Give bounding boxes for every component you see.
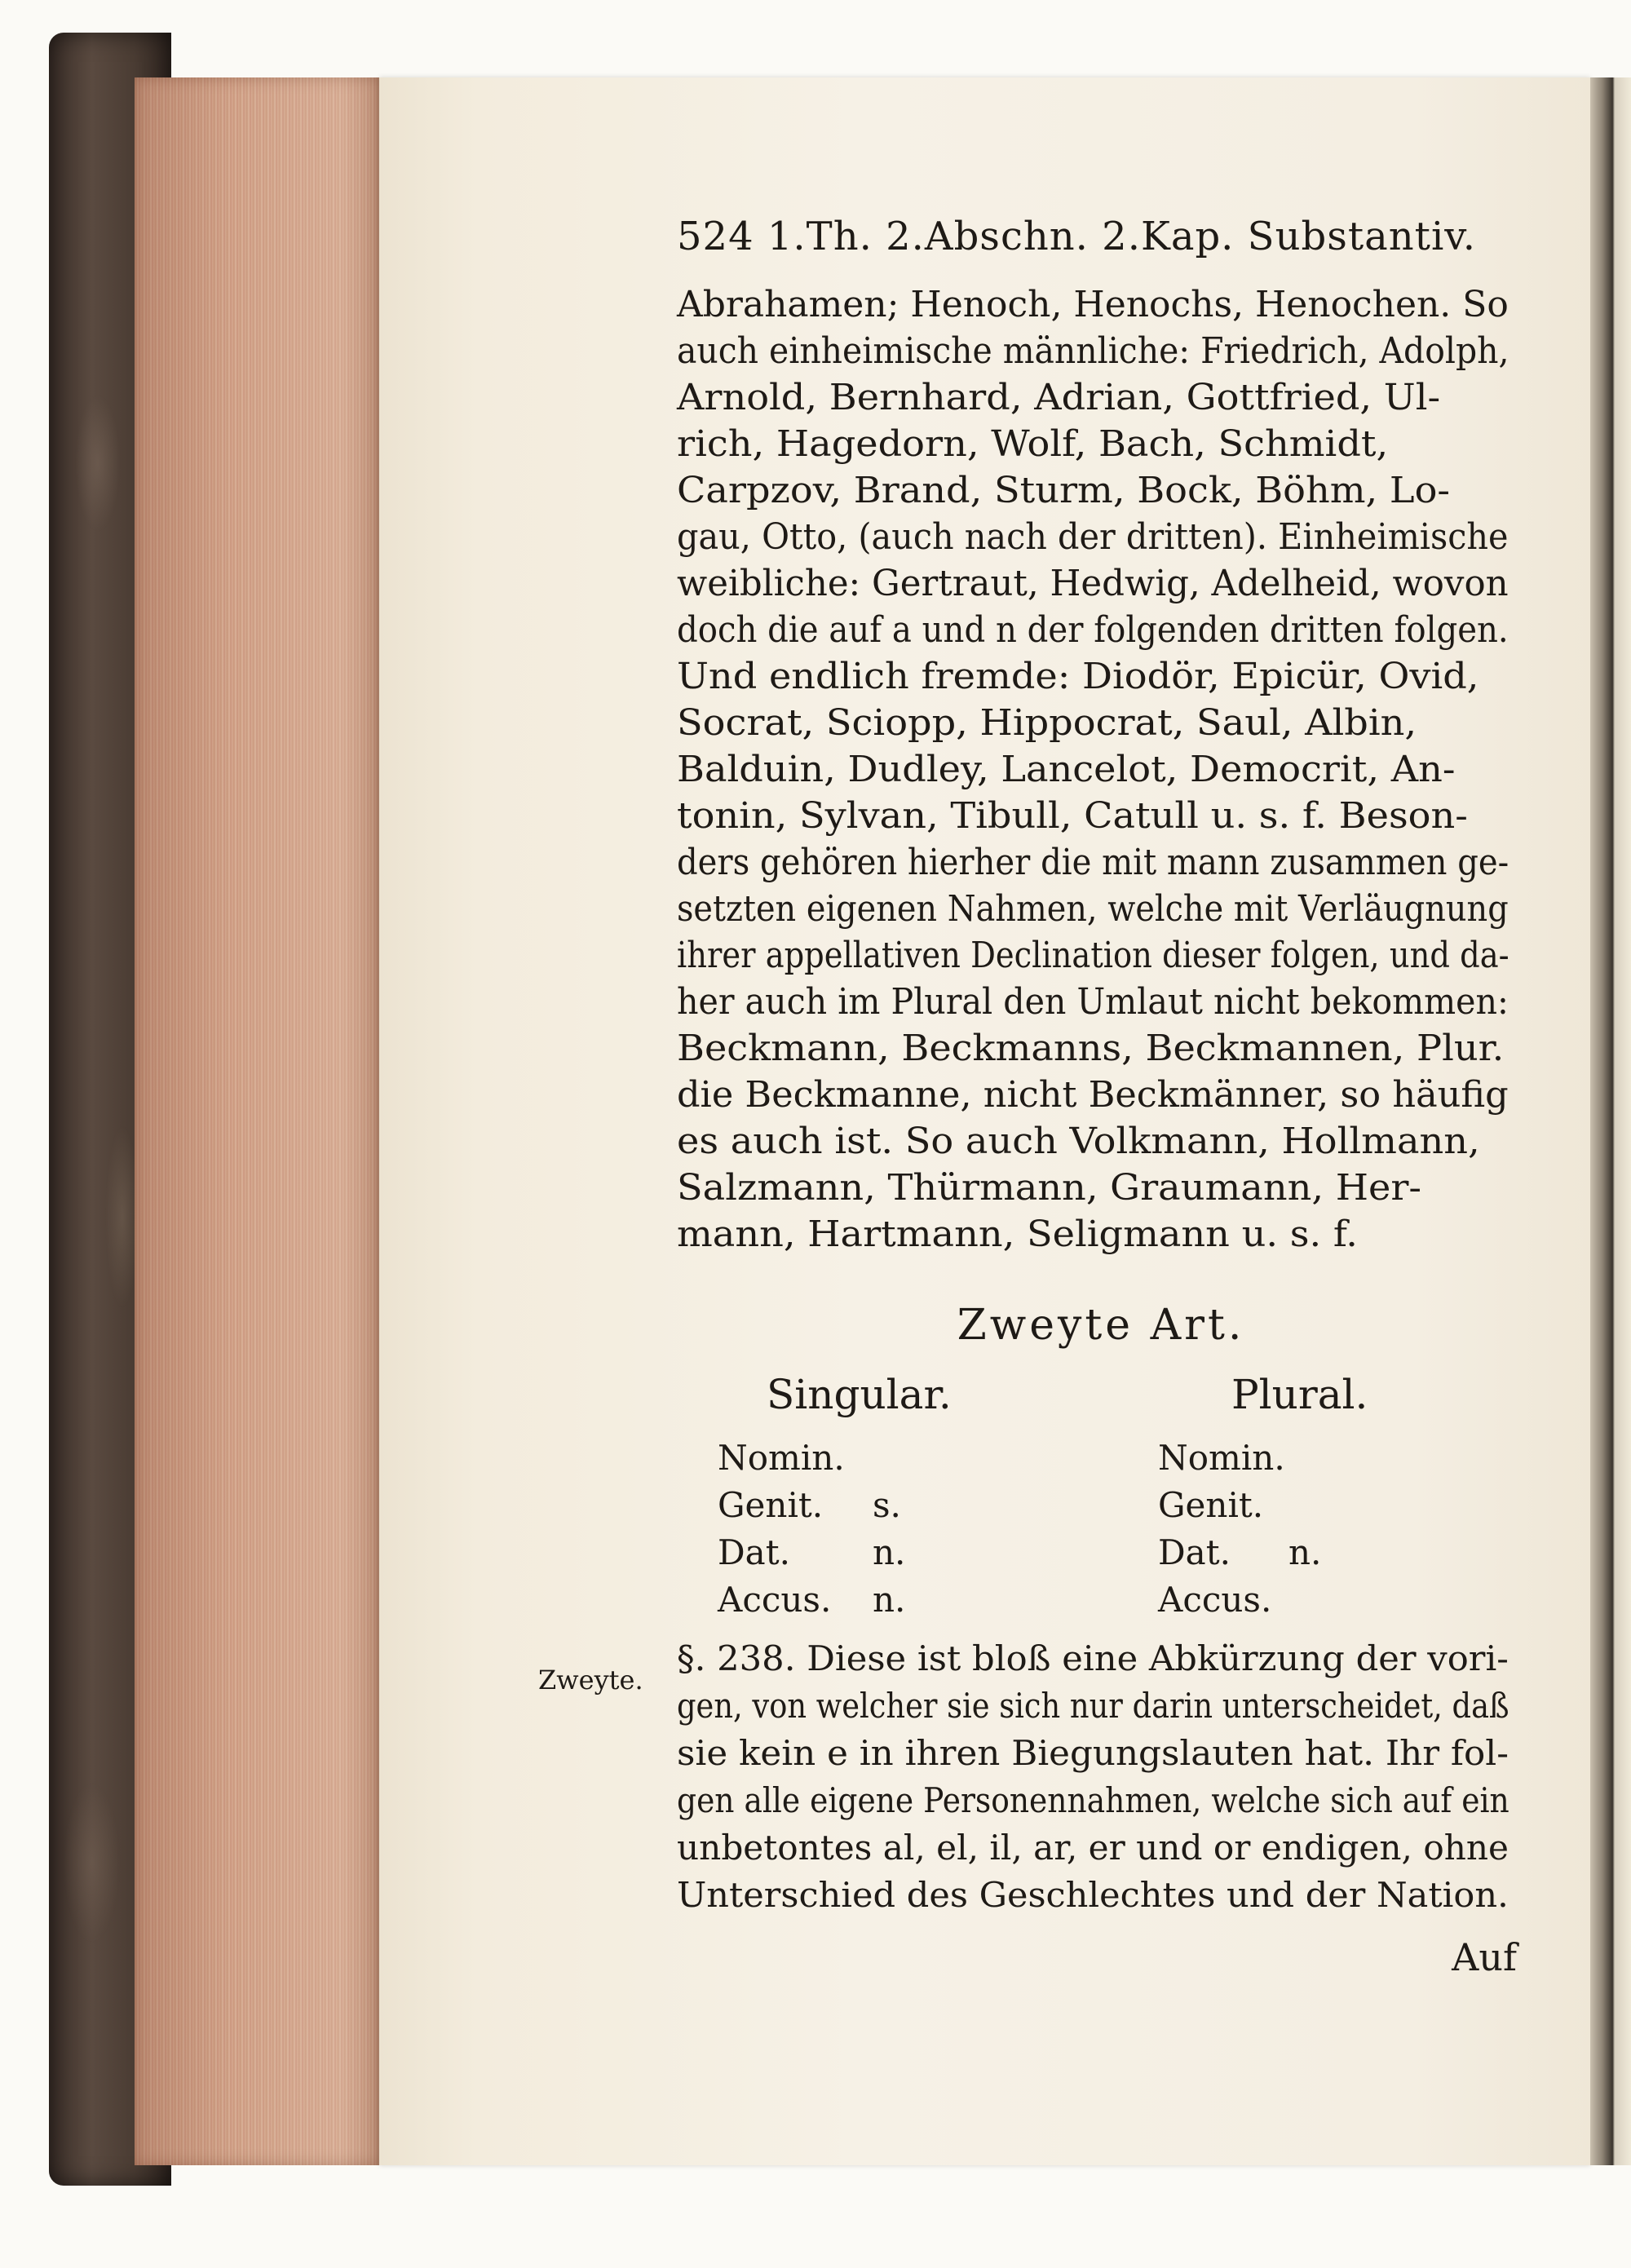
text-line: mann, Hartmann, Seligmann u. s. f. [677, 1214, 1358, 1255]
plural-header: Plural. [1231, 1371, 1368, 1418]
section-title: Zweyte Art. [957, 1301, 1245, 1350]
plural-case: Accus. [1158, 1580, 1272, 1620]
text-line: Socrat, Sciopp, Hippocrat, Saul, Albin, [677, 702, 1417, 744]
paragraph-1 [677, 281, 1509, 1258]
declension-table [718, 1370, 1386, 1620]
catchword: Auf [1452, 1935, 1517, 1979]
text-line: ihrer appellativen Declination dieser folgen, und da- [677, 935, 1509, 976]
text-line: Beckmann, Beckmanns, Beckmannen, Plur. [677, 1028, 1505, 1069]
text-line: Unterschied des Geschlechtes und der Nation. [677, 1875, 1509, 1915]
text-line: rich, Hagedorn, Wolf, Bach, Schmidt, [677, 423, 1389, 465]
text-line: auch einheimische männliche: Friedrich, Adolph, [677, 330, 1509, 372]
page-edges [135, 77, 379, 2165]
singular-ending: n. [873, 1532, 906, 1572]
text-line: Balduin, Dudley, Lancelot, Democrit, An- [677, 749, 1456, 790]
text-line: die Beckmanne, nicht Beckmänner, so häufig [677, 1074, 1509, 1116]
text-line: sie kein e in ihren Biegungslauten hat. Ihr fol- [677, 1733, 1509, 1773]
plural-case: Genit. [1158, 1485, 1264, 1525]
running-head: 524 1.Th. 2.Abschn. 2.Kap. Substantiv. [677, 214, 1476, 259]
text-line: weibliche: Gertraut, Hedwig, Adelheid, wovon [677, 563, 1509, 604]
text-line: unbetontes al, el, il, ar, er und or endigen, ohne [677, 1828, 1509, 1868]
text-line: Und endlich fremde: Diodör, Epicür, Ovid, [677, 656, 1479, 697]
plural-case: Nomin. [1158, 1438, 1285, 1478]
paragraph-2 [677, 1635, 1509, 1919]
text-line: ders gehören hierher die mit mann zusammen ge- [677, 842, 1509, 883]
text-line: Salzmann, Thürmann, Graumann, Her- [677, 1167, 1422, 1209]
text-line: Abrahamen; Henoch, Henochs, Henochen. So [677, 284, 1509, 325]
singular-case: Genit. [718, 1485, 824, 1525]
text-line: doch die auf a und n der folgenden dritten folgen. [677, 609, 1509, 651]
plural-case: Dat. [1158, 1532, 1231, 1572]
text-line: §. 238. Diese ist bloß eine Abkürzung der vori- [677, 1638, 1509, 1678]
text-line: her auch im Plural den Umlaut nicht bekommen: [677, 981, 1509, 1023]
text-line: es auch ist. So auch Volkmann, Hollmann, [677, 1121, 1480, 1162]
margin-note: Zweyte. [538, 1665, 643, 1695]
singular-header: Singular. [767, 1371, 952, 1418]
singular-case: Nomin. [718, 1438, 845, 1478]
singular-ending: s. [873, 1485, 901, 1525]
text-line: tonin, Sylvan, Tibull, Catull u. s. f. Beson- [677, 795, 1468, 837]
text-line: gau, Otto, (auch nach der dritten). Einheimische [677, 516, 1509, 558]
singular-ending: n. [873, 1580, 906, 1620]
text-line: setzten eigenen Nahmen, welche mit Verläugnung [677, 888, 1509, 930]
plural-ending: n. [1288, 1532, 1322, 1572]
singular-case: Accus. [718, 1580, 832, 1620]
facing-page-gutter [1590, 77, 1631, 2165]
text-line: Carpzov, Brand, Sturm, Bock, Böhm, Lo- [677, 470, 1451, 511]
singular-case: Dat. [718, 1532, 790, 1572]
text-line: gen alle eigene Personennahmen, welche sich auf ein [677, 1780, 1509, 1820]
text-line: gen, von welcher sie sich nur darin unterscheidet, daß [677, 1686, 1509, 1726]
page-edges-shading [135, 77, 379, 2165]
text-line: Arnold, Bernhard, Adrian, Gottfried, Ul- [677, 377, 1441, 418]
